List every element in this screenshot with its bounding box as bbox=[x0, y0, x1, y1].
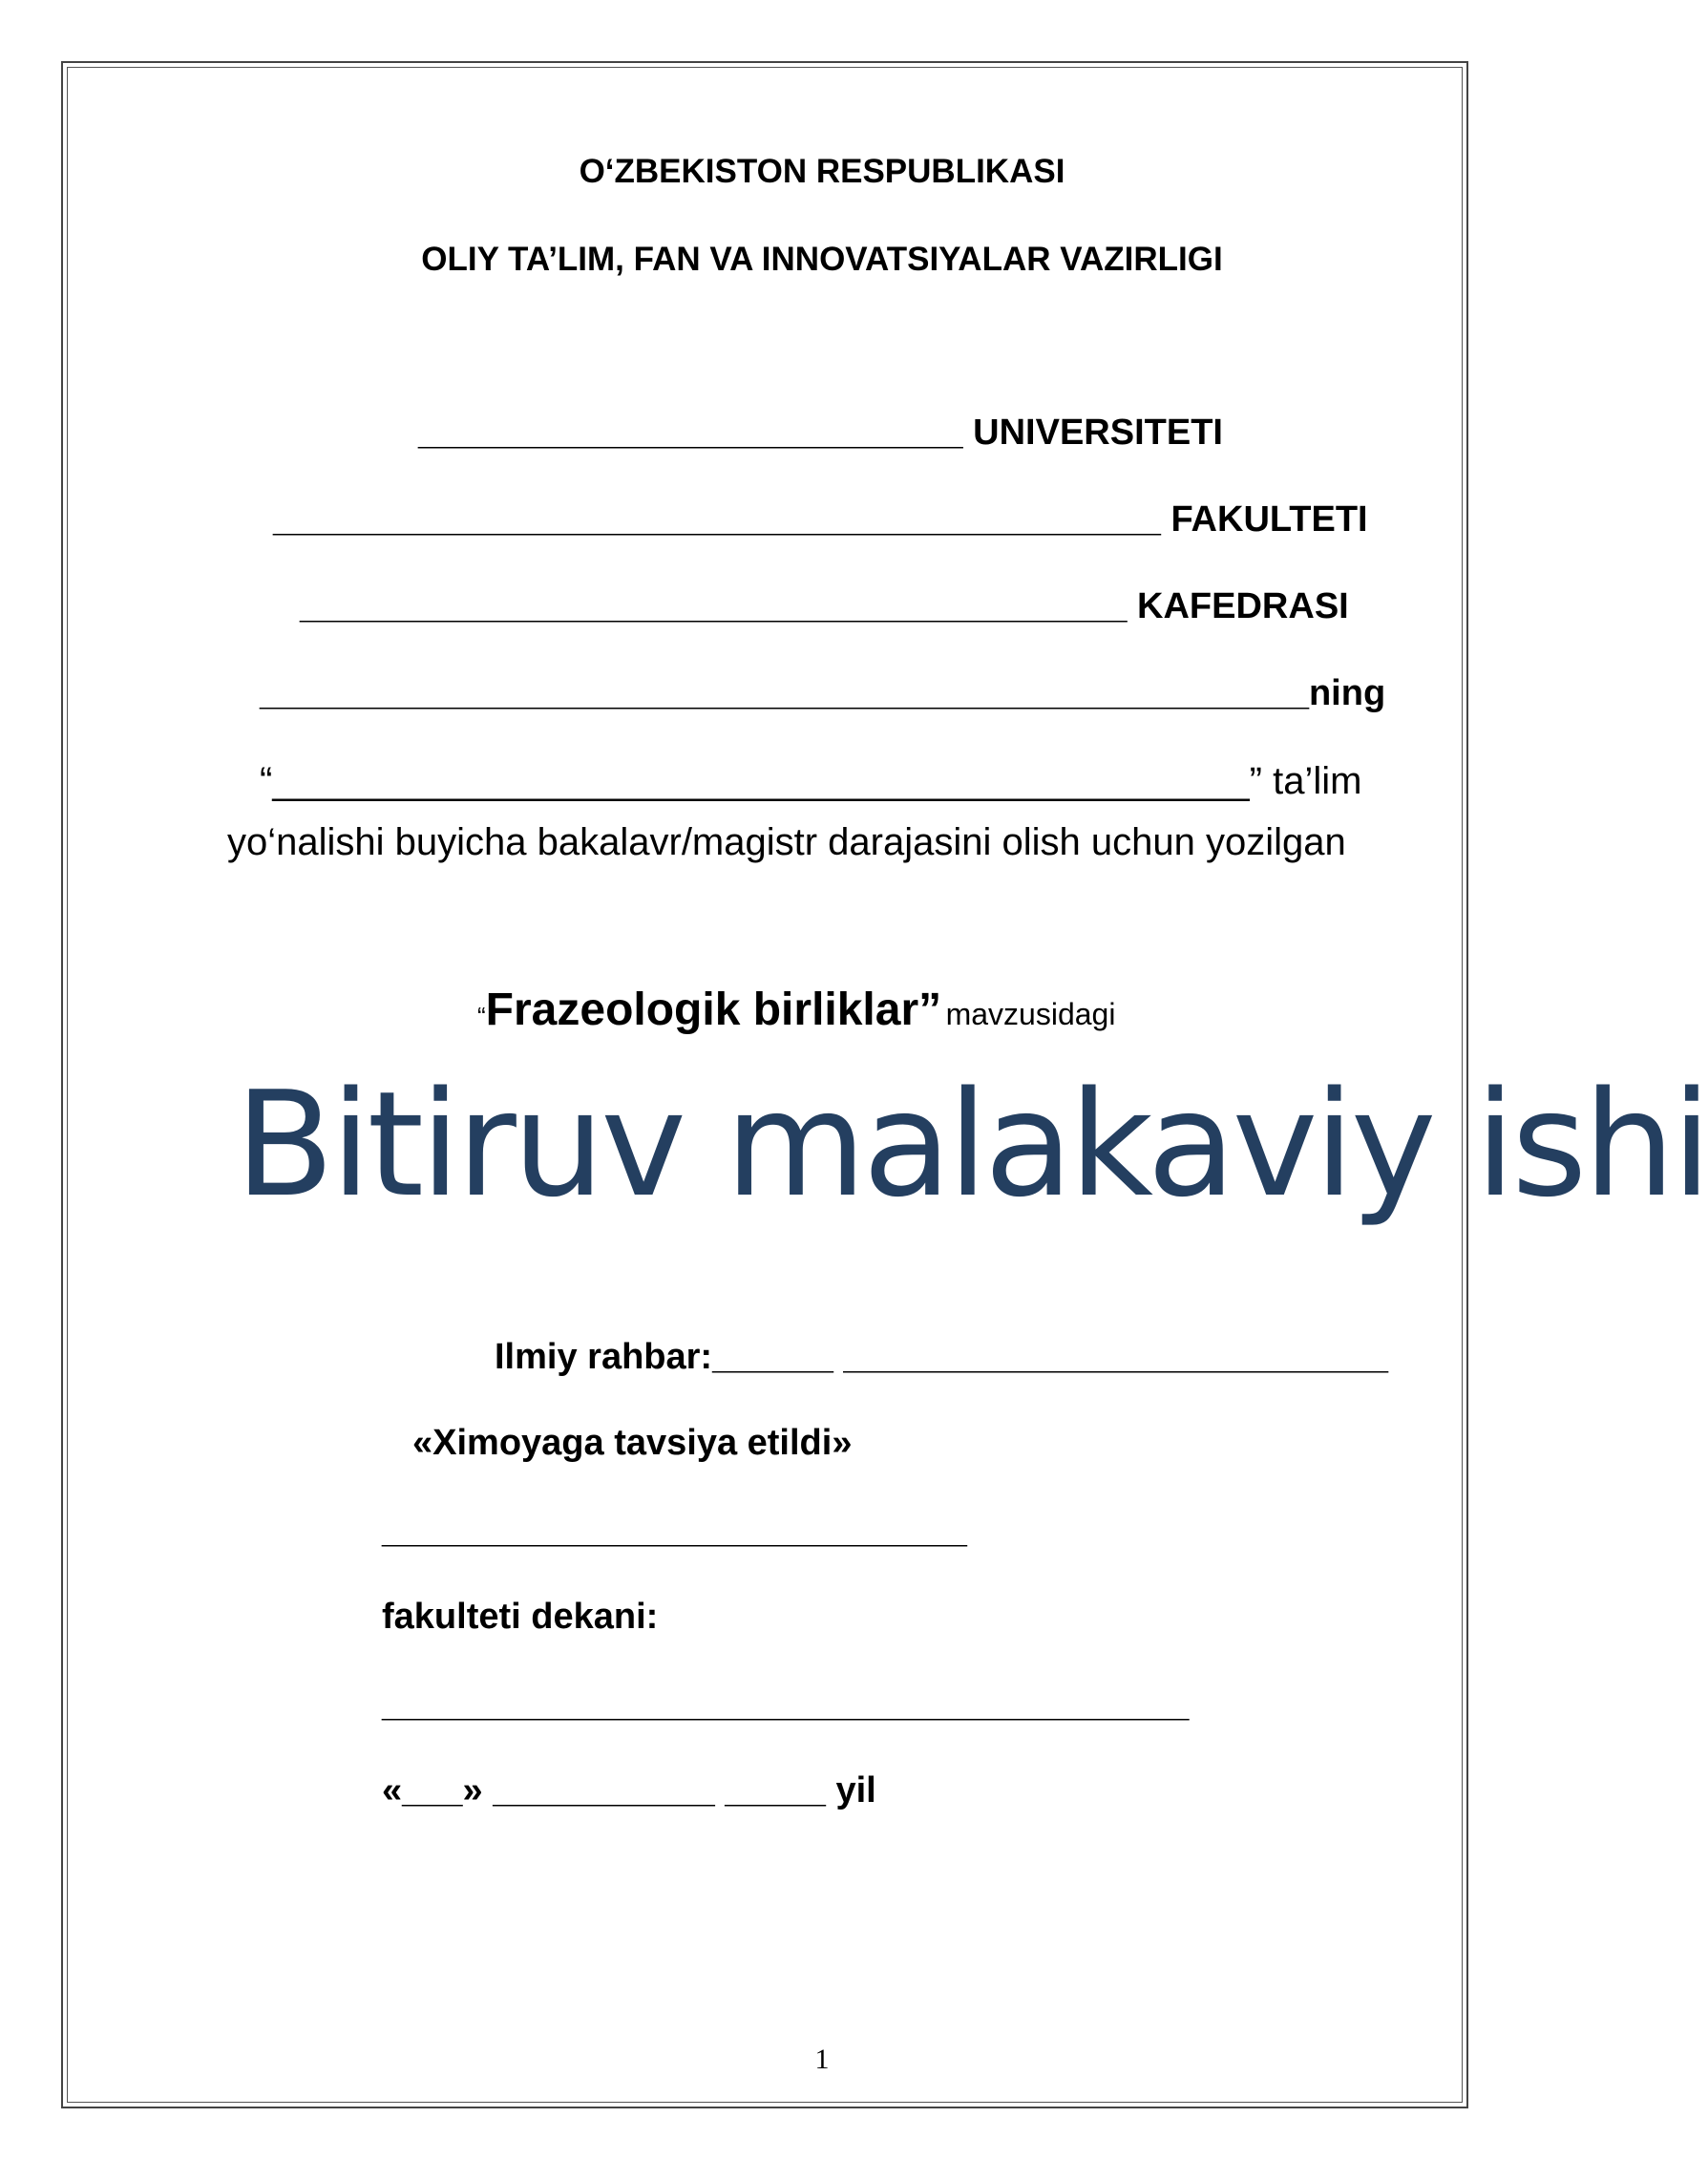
direction-field: “______________________________________________” ta’lim bbox=[260, 760, 1362, 802]
recommended-line: «Ximoyaga tavsiya etildi» bbox=[412, 1423, 853, 1463]
ministry-name: OLIY TA’LIM, FAN VA INNOVATSIYALAR VAZIRLIGI bbox=[421, 241, 1223, 278]
date-line: «___» ___________ _____ yil bbox=[382, 1770, 876, 1811]
dean-label: fakulteti dekani: bbox=[382, 1597, 659, 1637]
page-number: 1 bbox=[814, 2044, 830, 2075]
faculty-field: ____________________________________________ FAKULTETI bbox=[273, 499, 1368, 540]
direction-description: yo‘nalishi buyicha bakalavr/magistr darajasini olish uchun yozilgan bbox=[227, 821, 1346, 863]
signature-blank-1: _____________________________ bbox=[382, 1511, 967, 1551]
signature-blank-2: ________________________________________ bbox=[382, 1684, 1190, 1725]
topic-line bbox=[477, 984, 1115, 1036]
topic-title: Frazeologik birliklar” bbox=[485, 985, 942, 1035]
department-field: _________________________________________ KAFEDRASI bbox=[300, 586, 1349, 626]
student-field: ____________________________________________________ning bbox=[260, 673, 1386, 713]
topic-open-quote: “ bbox=[477, 1002, 486, 1030]
university-field: ___________________________ UNIVERSITETI bbox=[418, 413, 1223, 453]
document-title: Bitiruv malakaviy ishi bbox=[235, 1060, 1708, 1229]
topic-suffix: mavzusidagi bbox=[945, 997, 1116, 1031]
supervisor-line: Ilmiy rahbar:______ ___________________________ bbox=[495, 1337, 1389, 1377]
ministry-country: O‘ZBEKISTON RESPUBLIKASI bbox=[579, 153, 1065, 190]
